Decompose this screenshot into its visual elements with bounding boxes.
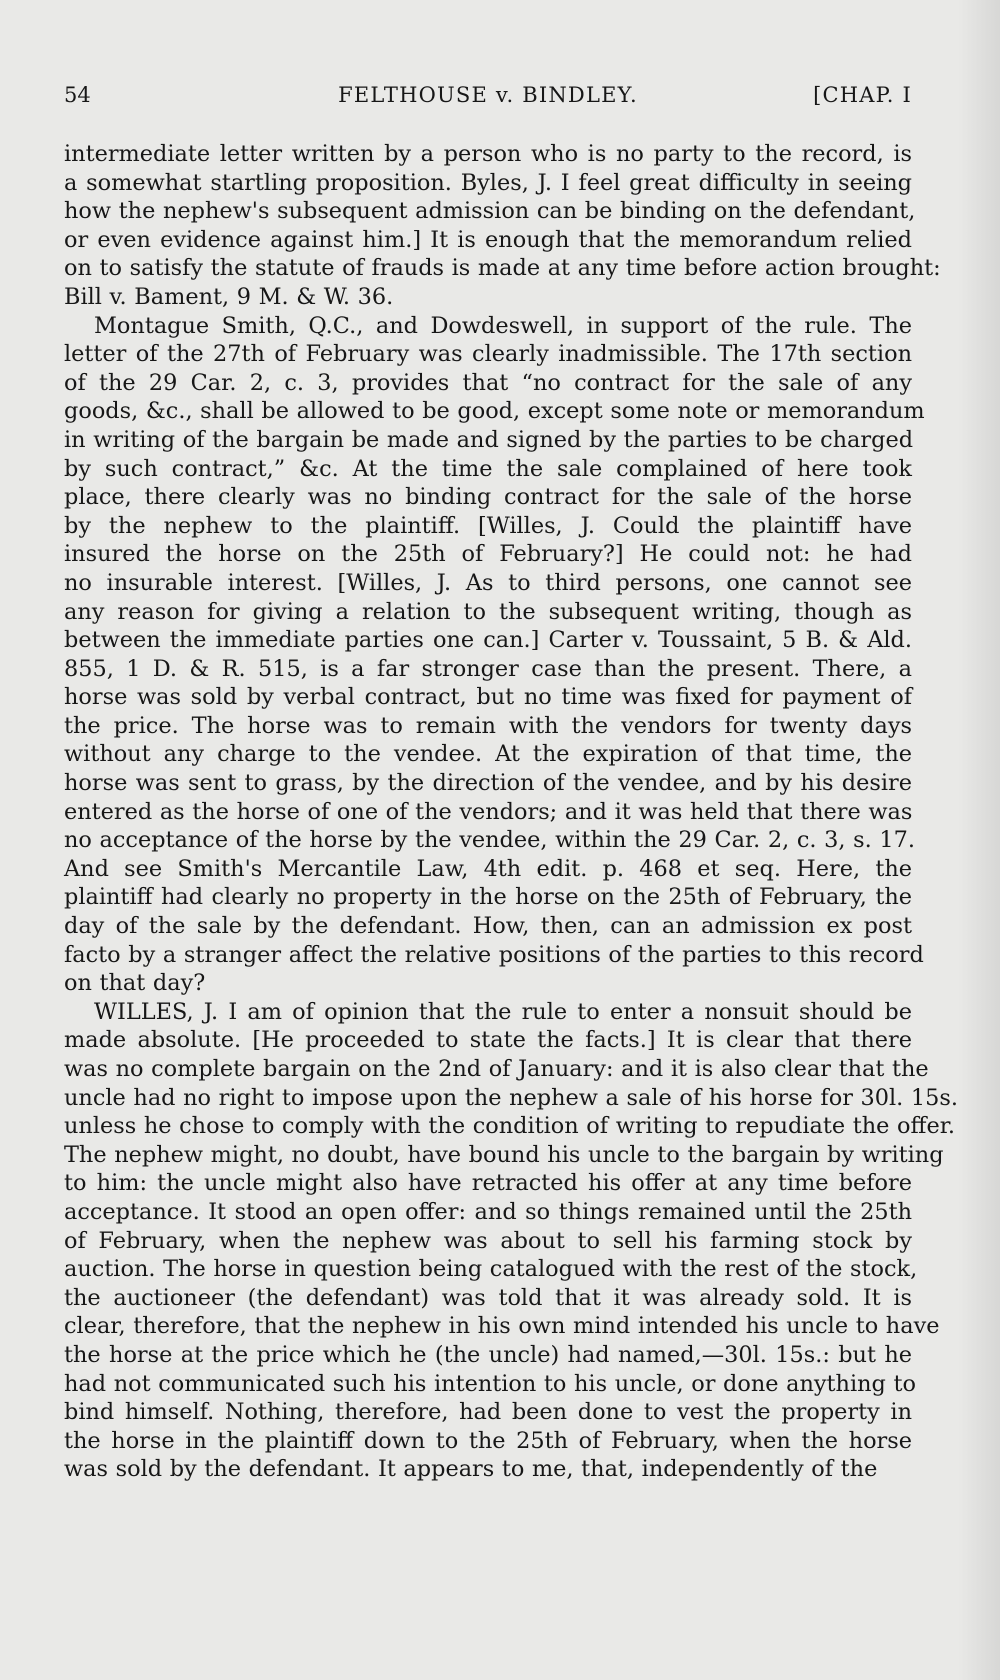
text-line: bind himself. Nothing, therefore, had been done to vest the property in xyxy=(64,1399,912,1426)
text-line: of February, when the nephew was about to sell his farming stock by xyxy=(64,1227,912,1254)
text-line: of the 29 Car. 2, c. 3, provides that “no contract for the sale of any xyxy=(64,369,912,396)
text-line: The nephew might, no doubt, have bound his uncle to the bargain by writing xyxy=(64,1141,944,1168)
text-line: by such contract,” &c. At the time the sale complained of here took xyxy=(64,455,912,482)
text-line: without any charge to the vendee. At the expiration of that time, the xyxy=(64,741,912,768)
page-number: 54 xyxy=(64,83,91,107)
text-line: had not communicated such his intention to his uncle, or done anything to xyxy=(64,1370,916,1397)
text-line: insured the horse on the 25th of February?] He could not: he had xyxy=(64,541,912,568)
text-line: the auctioneer (the defendant) was told that it was already sold. It is xyxy=(64,1284,912,1311)
text-line: horse was sold by verbal contract, but no time was fixed for payment of xyxy=(64,684,912,711)
text-line: a somewhat startling proposition. Byles, J. I feel great difficulty in seeing xyxy=(64,169,912,196)
text-line: no acceptance of the horse by the vendee, within the 29 Car. 2, c. 3, s. 17. xyxy=(64,827,915,854)
text-line: between the immediate parties one can.] Carter v. Toussaint, 5 B. & Ald. xyxy=(64,627,912,654)
text-line: to him: the uncle might also have retracted his offer at any time before xyxy=(64,1170,912,1197)
text-line: the horse in the plaintiff down to the 25th of February, when the horse xyxy=(64,1427,912,1454)
text-line: unless he chose to comply with the condition of writing to repudiate the offer. xyxy=(64,1113,956,1140)
text-line: And see Smith's Mercantile Law, 4th edit. p. 468 et seq. Here, the xyxy=(64,855,912,882)
text-line: any reason for giving a relation to the subsequent writing, though as xyxy=(64,598,912,625)
text-line: no insurable interest. [Willes, J. As to third persons, one cannot see xyxy=(64,569,912,596)
page-edge-shadow xyxy=(958,0,1000,1680)
text-line: uncle had no right to impose upon the nephew a sale of his horse for 30l. 15s. xyxy=(64,1084,959,1111)
text-line: WILLES, J. I am of opinion that the rule to enter a nonsuit should be xyxy=(94,998,912,1025)
text-line: on to satisfy the statute of frauds is made at any time before action brought: xyxy=(64,255,941,282)
text-line: Bill v. Bament, 9 M. & W. 36. xyxy=(64,283,394,310)
body-text xyxy=(64,140,959,1484)
running-title: FELTHOUSE v. BINDLEY. xyxy=(338,83,638,107)
text-line: the price. The horse was to remain with the vendors for twenty days xyxy=(64,712,912,739)
text-line: clear, therefore, that the nephew in his own mind intended his uncle to have xyxy=(64,1313,940,1340)
text-line: acceptance. It stood an open offer: and so things remained until the 25th xyxy=(64,1198,912,1225)
text-line: horse was sent to grass, by the direction of the vendee, and by his desire xyxy=(64,770,912,797)
text-line: how the nephew's subsequent admission can be binding on the defendant, xyxy=(64,198,916,225)
text-line: was sold by the defendant. It appears to me, that, independently of the xyxy=(64,1456,878,1483)
chapter-label: [CHAP. I xyxy=(813,83,912,107)
text-line: entered as the horse of one of the vendors; and it was held that there was xyxy=(64,798,913,825)
text-line: place, there clearly was no binding contract for the sale of the horse xyxy=(64,484,912,511)
text-line: the horse at the price which he (the uncle) had named,—30l. 15s.: but he xyxy=(64,1341,912,1368)
paragraph-1 xyxy=(64,140,941,312)
text-line: in writing of the bargain be made and signed by the parties to be charged xyxy=(64,426,914,453)
text-line: plaintiff had clearly no property in the horse on the 25th of February, the xyxy=(64,884,912,911)
text-line: goods, &c., shall be allowed to be good, except some note or memorandum xyxy=(64,398,925,425)
text-line: made absolute. [He proceeded to state the facts.] It is clear that there xyxy=(64,1027,912,1054)
text-line: letter of the 27th of February was clearly inadmissible. The 17th section xyxy=(64,341,912,368)
text-line: by the nephew to the plaintiff. [Willes, J. Could the plaintiff have xyxy=(64,512,912,539)
paragraph-3 xyxy=(64,998,959,1484)
text-line: or even evidence against him.] It is enough that the memorandum relied xyxy=(64,226,912,253)
text-line: was no complete bargain on the 2nd of January: and it is also clear that the xyxy=(64,1056,929,1082)
text-line: Montague Smith, Q.C., and Dowdeswell, in support of the rule. The xyxy=(94,312,912,339)
text-line: facto by a stranger affect the relative positions of the parties to this record xyxy=(64,941,924,968)
text-line: intermediate letter written by a person who is no party to the record, is xyxy=(64,141,912,167)
text-line: auction. The horse in question being catalogued with the rest of the stock, xyxy=(64,1256,918,1283)
text-line: 855, 1 D. & R. 515, is a far stronger case than the present. There, a xyxy=(64,655,912,682)
text-line: on that day? xyxy=(64,970,206,997)
page-header xyxy=(64,80,912,110)
paragraph-2 xyxy=(64,312,925,998)
text-line: day of the sale by the defendant. How, then, can an admission ex post xyxy=(64,913,912,940)
